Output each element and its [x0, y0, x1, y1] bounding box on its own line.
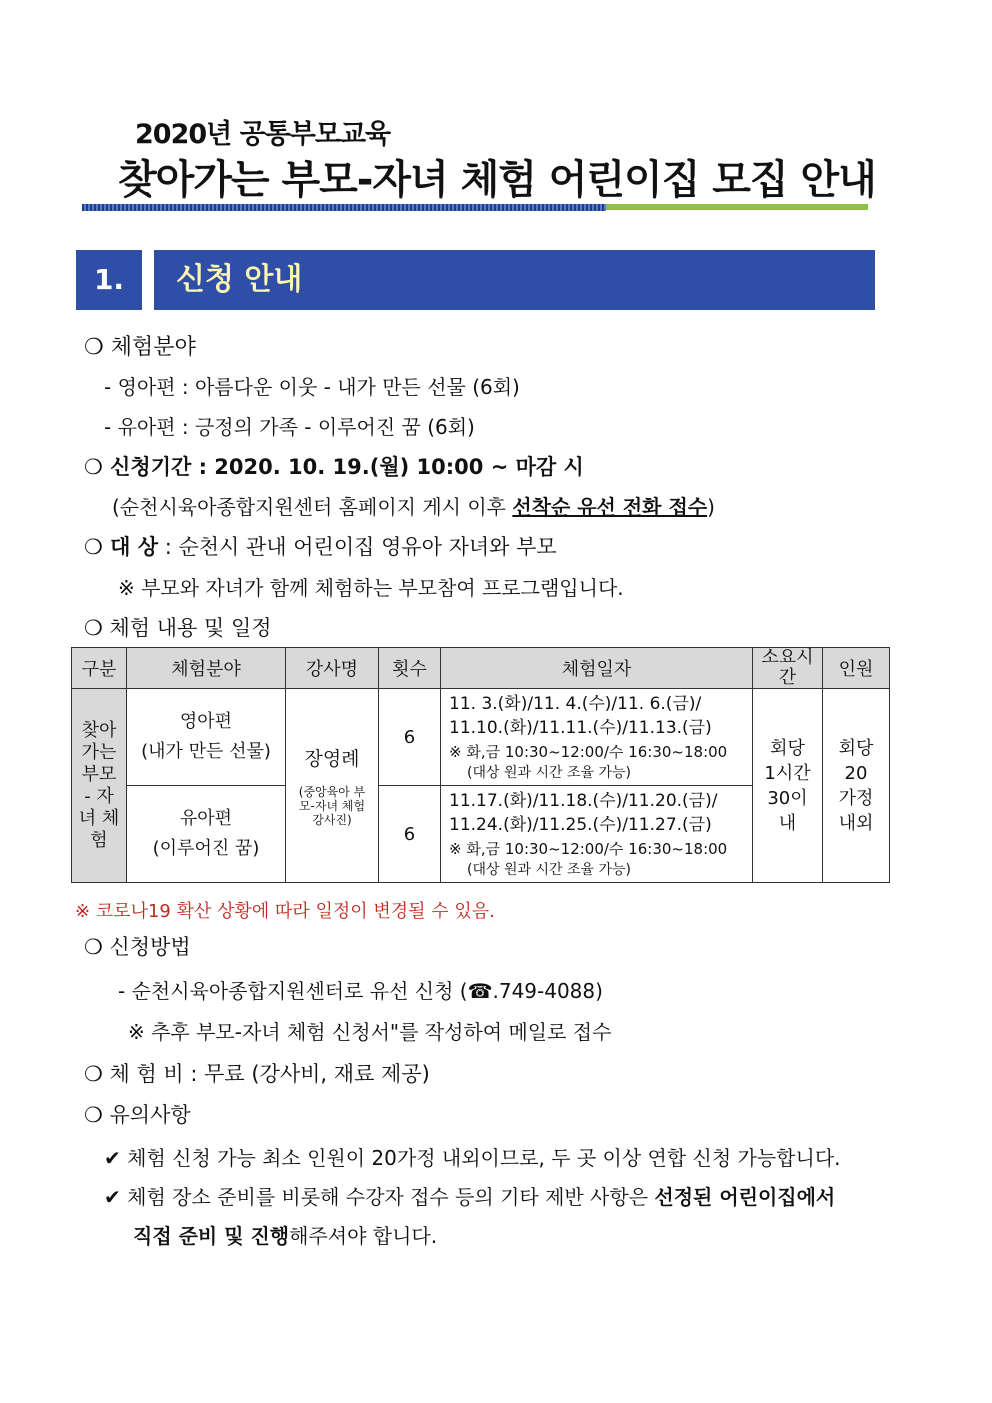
duration-cell: 회당 1시간 30이내: [753, 689, 823, 883]
period-text: ❍ 신청기간 : 2020. 10. 19.(월) 10:00 ~ 마감 시: [84, 455, 584, 479]
header-count: 횟수: [379, 648, 441, 689]
field-cell: 유아편 (이루어진 꿈): [127, 786, 286, 883]
header-field: 체험분야: [127, 648, 286, 689]
checkmark-icon: ✔: [104, 1185, 121, 1209]
people-cell: 회당 20 가정 내외: [823, 689, 890, 883]
doc-title: 찾아가는 부모-자녀 체험 어린이집 모집 안내: [118, 157, 876, 203]
section-number: 1.: [76, 250, 142, 310]
checkmark-icon: ✔: [104, 1146, 121, 1170]
target-label: ❍ 대 상: [84, 535, 159, 559]
table-header-row: [72, 648, 890, 689]
instructor-name: 장영례: [304, 748, 360, 770]
field-heading: ❍ 체험분야: [84, 335, 196, 360]
method-note: ※ 추후 부모-자녀 체험 신청서"를 작성하여 메일로 접수: [128, 1020, 612, 1044]
category-cell: 찾아가는 부모 - 자녀 체험: [72, 689, 127, 883]
header-instructor: 강사명: [286, 648, 379, 689]
instructor-note: (중앙육아 부모-자녀 체험 강사진): [298, 785, 366, 827]
schedule-table: [71, 647, 890, 883]
table-row: [72, 689, 890, 786]
field-cell: 영아편 (내가 만든 선물): [127, 689, 286, 786]
instructor-cell: [286, 689, 379, 883]
target-line: [84, 533, 557, 561]
notes-item-2-cont: 직접 준비 및 진행해주셔야 합니다.: [133, 1224, 438, 1248]
count-cell: 6: [379, 689, 441, 786]
period-note-underlined: 선착순 유선 전화 접수: [512, 495, 708, 519]
section-title: 신청 안내: [154, 250, 875, 310]
title-underline: [82, 204, 868, 211]
field-item-infant: - 영아편 : 아름다운 이웃 - 내가 만든 선물 (6회): [104, 375, 520, 399]
method-item: - 순천시육아종합지원센터로 유선 신청 (☎.749-4088): [118, 979, 603, 1003]
header-duration: 소요시간: [753, 648, 823, 689]
count-cell: 6: [379, 786, 441, 883]
header-category: 구분: [72, 648, 127, 689]
field-item-toddler: - 유아편 : 긍정의 가족 - 이루어진 꿈 (6회): [104, 415, 475, 439]
method-heading: ❍ 신청방법: [84, 935, 191, 959]
target-note: ※ 부모와 자녀가 함께 체험하는 부모참여 프로그램입니다.: [118, 576, 624, 600]
header-people: 인원: [823, 648, 890, 689]
dates-cell: 11. 3.(화)/11. 4.(수)/11. 6.(금)/ 11.10.(화)/11.11.(수)/11.13.(금) ※ 화,금 10:30~12:00/수 16:30~18:00 (대상 원과 시간 조율 가능): [441, 689, 753, 786]
schedule-warning: ※ 코로나19 확산 상황에 따라 일정이 변경될 수 있음.: [75, 901, 495, 922]
header-dates: 체험일자: [441, 648, 753, 689]
notes-item-1: ✔ 체험 신청 가능 최소 인원이 20가정 내외이므로, 두 곳 이상 연합 신청 가능합니다.: [104, 1146, 841, 1170]
notes-item-2: ✔ 체험 장소 준비를 비롯해 수강자 접수 등의 기타 제반 사항은 선정된 어린이집에서: [104, 1185, 836, 1209]
notes-heading: ❍ 유의사항: [84, 1103, 191, 1127]
doc-subtitle: 2020년 공통부모교육: [135, 119, 391, 150]
schedule-heading: ❍ 체험 내용 및 일정: [84, 616, 272, 640]
target-text: : 순천시 관내 어린이집 영유아 자녀와 부모: [164, 535, 557, 559]
dates-cell: 11.17.(화)/11.18.(수)/11.20.(금)/ 11.24.(화)/11.25.(수)/11.27.(금) ※ 화,금 10:30~12:00/수 16:30~18:00 (대상 원과 시간 조율 가능): [441, 786, 753, 883]
fee-text: ❍ 체 험 비 : 무료 (강사비, 재료 제공): [84, 1062, 430, 1086]
period-note: (순천시육아종합지원센터 홈페이지 게시 이후 선착순 유선 전화 접수): [112, 495, 715, 519]
